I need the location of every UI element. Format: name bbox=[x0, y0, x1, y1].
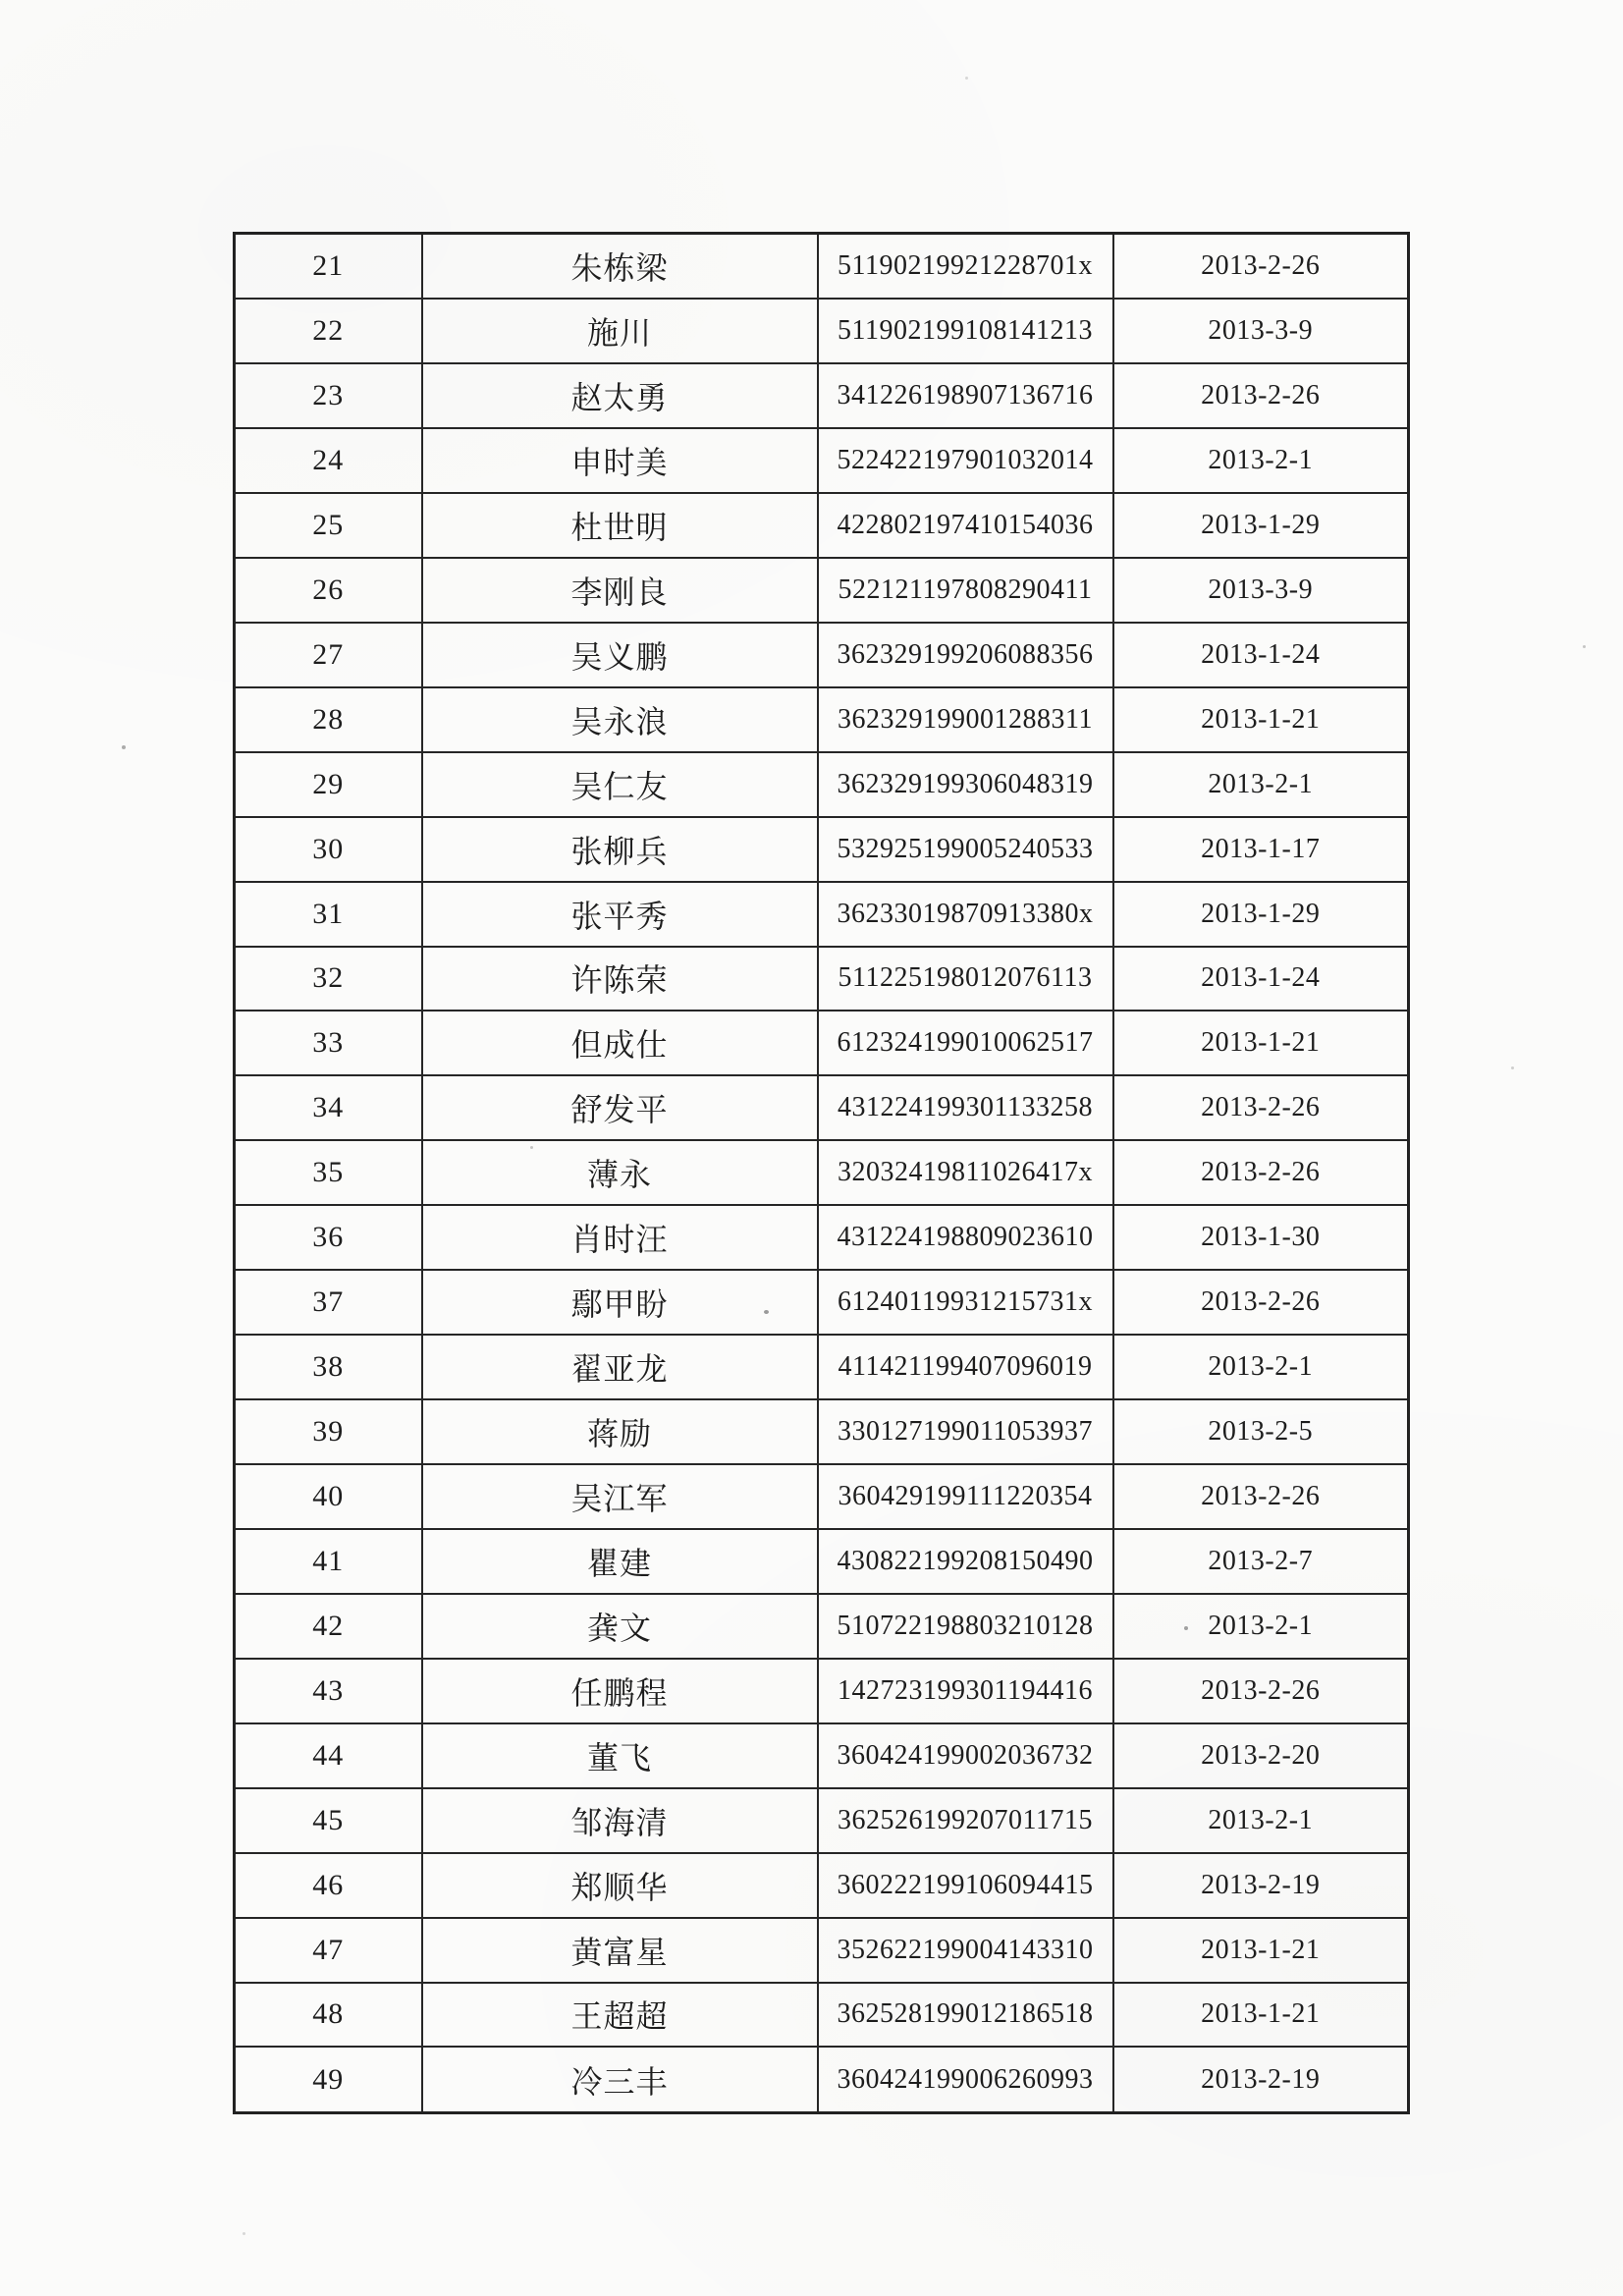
table-row bbox=[235, 428, 1409, 493]
table-row bbox=[235, 1723, 1409, 1788]
name-cell: 舒发平 bbox=[422, 1075, 818, 1140]
date-cell: 2013-1-21 bbox=[1113, 1918, 1409, 1983]
date-cell: 2013-2-1 bbox=[1113, 428, 1409, 493]
name-cell: 吴仁友 bbox=[422, 752, 818, 817]
table-row bbox=[235, 1529, 1409, 1594]
row-number-cell: 37 bbox=[235, 1270, 422, 1335]
row-number-cell: 36 bbox=[235, 1205, 422, 1270]
name-cell: 吴永浪 bbox=[422, 687, 818, 752]
id-number-cell: 430822199208150490 bbox=[818, 1529, 1113, 1594]
row-number-cell: 26 bbox=[235, 558, 422, 623]
date-cell: 2013-2-26 bbox=[1113, 1464, 1409, 1529]
table-row bbox=[235, 299, 1409, 363]
table-row bbox=[235, 1594, 1409, 1659]
name-cell: 瞿建 bbox=[422, 1529, 818, 1594]
id-number-cell: 510722198803210128 bbox=[818, 1594, 1113, 1659]
row-number-cell: 34 bbox=[235, 1075, 422, 1140]
date-cell: 2013-3-9 bbox=[1113, 558, 1409, 623]
date-cell: 2013-2-1 bbox=[1113, 1788, 1409, 1853]
name-cell: 郑顺华 bbox=[422, 1853, 818, 1918]
name-cell: 朱栋梁 bbox=[422, 234, 818, 300]
id-number-cell: 522422197901032014 bbox=[818, 428, 1113, 493]
row-number-cell: 42 bbox=[235, 1594, 422, 1659]
row-number-cell: 35 bbox=[235, 1140, 422, 1205]
row-number-cell: 49 bbox=[235, 2047, 422, 2112]
name-cell: 任鹏程 bbox=[422, 1659, 818, 1723]
date-cell: 2013-1-17 bbox=[1113, 817, 1409, 882]
table-row bbox=[235, 1399, 1409, 1464]
table-row bbox=[235, 623, 1409, 687]
row-number-cell: 25 bbox=[235, 493, 422, 558]
date-cell: 2013-2-7 bbox=[1113, 1529, 1409, 1594]
date-cell: 2013-2-26 bbox=[1113, 1270, 1409, 1335]
name-cell: 申时美 bbox=[422, 428, 818, 493]
row-number-cell: 40 bbox=[235, 1464, 422, 1529]
date-cell: 2013-1-30 bbox=[1113, 1205, 1409, 1270]
name-cell: 王超超 bbox=[422, 1983, 818, 2048]
id-number-cell: 612324199010062517 bbox=[818, 1011, 1113, 1075]
table-row bbox=[235, 1983, 1409, 2048]
name-cell: 但成仕 bbox=[422, 1011, 818, 1075]
row-number-cell: 39 bbox=[235, 1399, 422, 1464]
table-row bbox=[235, 1270, 1409, 1335]
date-cell: 2013-1-21 bbox=[1113, 687, 1409, 752]
row-number-cell: 28 bbox=[235, 687, 422, 752]
table-row bbox=[235, 363, 1409, 428]
date-cell: 2013-2-1 bbox=[1113, 752, 1409, 817]
date-cell: 2013-2-26 bbox=[1113, 234, 1409, 300]
id-number-cell: 330127199011053937 bbox=[818, 1399, 1113, 1464]
name-cell: 张柳兵 bbox=[422, 817, 818, 882]
row-number-cell: 27 bbox=[235, 623, 422, 687]
date-cell: 2013-3-9 bbox=[1113, 299, 1409, 363]
table-row bbox=[235, 1853, 1409, 1918]
id-number-cell: 411421199407096019 bbox=[818, 1335, 1113, 1399]
row-number-cell: 24 bbox=[235, 428, 422, 493]
date-cell: 2013-1-24 bbox=[1113, 623, 1409, 687]
id-number-cell: 362329199306048319 bbox=[818, 752, 1113, 817]
row-number-cell: 47 bbox=[235, 1918, 422, 1983]
row-number-cell: 38 bbox=[235, 1335, 422, 1399]
date-cell: 2013-2-26 bbox=[1113, 363, 1409, 428]
id-number-cell: 362528199012186518 bbox=[818, 1983, 1113, 2048]
name-cell: 肖时汪 bbox=[422, 1205, 818, 1270]
row-number-cell: 45 bbox=[235, 1788, 422, 1853]
id-number-cell: 360424199002036732 bbox=[818, 1723, 1113, 1788]
date-cell: 2013-2-1 bbox=[1113, 1335, 1409, 1399]
id-number-cell: 341226198907136716 bbox=[818, 363, 1113, 428]
id-number-cell: 422802197410154036 bbox=[818, 493, 1113, 558]
table-row bbox=[235, 1205, 1409, 1270]
id-number-cell: 431224198809023610 bbox=[818, 1205, 1113, 1270]
table-row bbox=[235, 817, 1409, 882]
name-cell: 张平秀 bbox=[422, 882, 818, 947]
date-cell: 2013-1-21 bbox=[1113, 1011, 1409, 1075]
row-number-cell: 43 bbox=[235, 1659, 422, 1723]
table-row bbox=[235, 1335, 1409, 1399]
id-number-cell: 362329199001288311 bbox=[818, 687, 1113, 752]
date-cell: 2013-2-19 bbox=[1113, 1853, 1409, 1918]
date-cell: 2013-2-1 bbox=[1113, 1594, 1409, 1659]
row-number-cell: 46 bbox=[235, 1853, 422, 1918]
table-body bbox=[235, 234, 1409, 2113]
name-cell: 鄢甲盼 bbox=[422, 1270, 818, 1335]
id-number-cell: 352622199004143310 bbox=[818, 1918, 1113, 1983]
date-cell: 2013-1-29 bbox=[1113, 493, 1409, 558]
date-cell: 2013-1-29 bbox=[1113, 882, 1409, 947]
name-cell: 吴江军 bbox=[422, 1464, 818, 1529]
id-number-cell: 431224199301133258 bbox=[818, 1075, 1113, 1140]
id-number-cell: 36233019870913380x bbox=[818, 882, 1113, 947]
id-number-cell: 532925199005240533 bbox=[818, 817, 1113, 882]
roster-table bbox=[233, 232, 1410, 2114]
row-number-cell: 29 bbox=[235, 752, 422, 817]
table-row bbox=[235, 234, 1409, 300]
date-cell: 2013-2-26 bbox=[1113, 1075, 1409, 1140]
id-number-cell: 362329199206088356 bbox=[818, 623, 1113, 687]
table-row bbox=[235, 558, 1409, 623]
date-cell: 2013-2-26 bbox=[1113, 1659, 1409, 1723]
id-number-cell: 511225198012076113 bbox=[818, 947, 1113, 1011]
row-number-cell: 21 bbox=[235, 234, 422, 300]
id-number-cell: 511902199108141213 bbox=[818, 299, 1113, 363]
name-cell: 李刚良 bbox=[422, 558, 818, 623]
table-row bbox=[235, 2047, 1409, 2112]
name-cell: 许陈荣 bbox=[422, 947, 818, 1011]
table-row bbox=[235, 1464, 1409, 1529]
name-cell: 冷三丰 bbox=[422, 2047, 818, 2112]
table-row bbox=[235, 947, 1409, 1011]
name-cell: 邹海清 bbox=[422, 1788, 818, 1853]
table-row bbox=[235, 882, 1409, 947]
row-number-cell: 48 bbox=[235, 1983, 422, 2048]
table-row bbox=[235, 1918, 1409, 1983]
table-row bbox=[235, 687, 1409, 752]
date-cell: 2013-1-21 bbox=[1113, 1983, 1409, 2048]
name-cell: 董飞 bbox=[422, 1723, 818, 1788]
name-cell: 蒋励 bbox=[422, 1399, 818, 1464]
row-number-cell: 44 bbox=[235, 1723, 422, 1788]
id-number-cell: 32032419811026417x bbox=[818, 1140, 1113, 1205]
table-row bbox=[235, 493, 1409, 558]
table-row bbox=[235, 1075, 1409, 1140]
row-number-cell: 23 bbox=[235, 363, 422, 428]
id-number-cell: 61240119931215731x bbox=[818, 1270, 1113, 1335]
table-row bbox=[235, 1659, 1409, 1723]
date-cell: 2013-2-20 bbox=[1113, 1723, 1409, 1788]
date-cell: 2013-1-24 bbox=[1113, 947, 1409, 1011]
table-row bbox=[235, 1788, 1409, 1853]
name-cell: 翟亚龙 bbox=[422, 1335, 818, 1399]
name-cell: 黄富星 bbox=[422, 1918, 818, 1983]
row-number-cell: 31 bbox=[235, 882, 422, 947]
id-number-cell: 362526199207011715 bbox=[818, 1788, 1113, 1853]
table-row bbox=[235, 1011, 1409, 1075]
id-number-cell: 522121197808290411 bbox=[818, 558, 1113, 623]
row-number-cell: 30 bbox=[235, 817, 422, 882]
name-cell: 龚文 bbox=[422, 1594, 818, 1659]
table-row bbox=[235, 1140, 1409, 1205]
id-number-cell: 142723199301194416 bbox=[818, 1659, 1113, 1723]
row-number-cell: 33 bbox=[235, 1011, 422, 1075]
id-number-cell: 360424199006260993 bbox=[818, 2047, 1113, 2112]
date-cell: 2013-2-5 bbox=[1113, 1399, 1409, 1464]
id-number-cell: 360429199111220354 bbox=[818, 1464, 1113, 1529]
row-number-cell: 22 bbox=[235, 299, 422, 363]
table-row bbox=[235, 752, 1409, 817]
row-number-cell: 32 bbox=[235, 947, 422, 1011]
date-cell: 2013-2-26 bbox=[1113, 1140, 1409, 1205]
name-cell: 吴义鹏 bbox=[422, 623, 818, 687]
name-cell: 杜世明 bbox=[422, 493, 818, 558]
name-cell: 赵太勇 bbox=[422, 363, 818, 428]
id-number-cell: 51190219921228701x bbox=[818, 234, 1113, 300]
id-number-cell: 360222199106094415 bbox=[818, 1853, 1113, 1918]
date-cell: 2013-2-19 bbox=[1113, 2047, 1409, 2112]
row-number-cell: 41 bbox=[235, 1529, 422, 1594]
name-cell: 薄永 bbox=[422, 1140, 818, 1205]
name-cell: 施川 bbox=[422, 299, 818, 363]
